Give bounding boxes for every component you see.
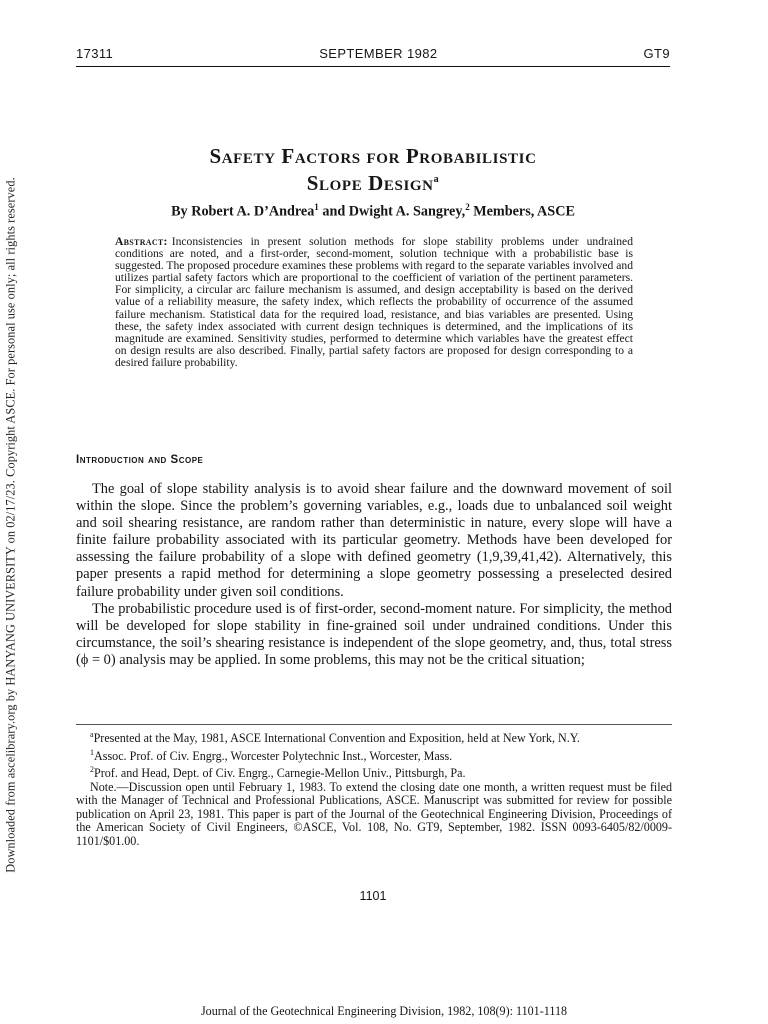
- footnote-2-text: Prof. and Head, Dept. of Civ. Engrg., Carnegie-Mellon Univ., Pittsburgh, Pa.: [94, 766, 466, 781]
- title-line-1: Safety Factors for Probabilistic: [209, 144, 537, 168]
- paper-number: 17311: [76, 46, 114, 61]
- footnote-1-mark: 1: [90, 747, 94, 757]
- abstract: [115, 236, 633, 369]
- author-2-footnote-mark[interactable]: 2: [465, 202, 470, 212]
- author-1: Robert A. D’Andrea: [191, 203, 315, 220]
- title-footnote-mark[interactable]: a: [433, 174, 440, 185]
- footnote-a-text: Presented at the May, 1981, ASCE International Convention and Exposition, held at New York, N.Y.: [93, 731, 580, 746]
- abstract-label: Abstract:: [115, 235, 168, 248]
- body-paragraph-1: The goal of slope stability analysis is to avoid shear failure and the downward movement of soil within the slope. Since the problem’s governing variables, e.g., loads due to unbalanced soil weight and soil shearing resistance, are random rather than deterministic in nature, every slope will have a finite failure probability associated with its particular geometry. Methods have been developed for assessing the failure probability of a slope with defined geometry (1,9,39,41,42). Alternatively, this paper presents a rapid method for determining a slope geometry possessing a preselected desired failure probability under given soil conditions.: [76, 481, 672, 600]
- author-1-footnote-mark[interactable]: 1: [314, 202, 319, 212]
- download-watermark: [1, 160, 21, 890]
- title-line-2-text: Slope Design: [306, 171, 434, 195]
- section-heading-introduction: Introduction and Scope: [76, 454, 204, 466]
- footnote-2: [76, 763, 672, 781]
- author-and: and: [322, 203, 346, 220]
- page-number: 1101: [359, 889, 387, 903]
- author-by: By: [171, 203, 188, 220]
- footnote-a: [76, 728, 672, 746]
- body-paragraph-2: The probabilistic procedure used is of first-order, second-moment nature. For simplicity, the method will be developed for slope stability in fine-grained soil under undrained conditions. Under this circumstance, the soil’s shearing resistance is independent of the slope geometry, and, thus, total stress (ϕ = 0) analysis may be applied. In some problems, this may not be the critical situation;: [76, 600, 672, 668]
- author-role: Members, ASCE: [473, 203, 575, 220]
- journal-citation: Journal of the Geotechnical Engineering Division, 1982, 108(9): 1101-1118: [200, 1004, 568, 1018]
- footnote-1: [76, 746, 672, 764]
- header-rule: [76, 66, 670, 67]
- footnotes: [76, 728, 672, 848]
- author-line: [76, 202, 670, 221]
- author-2: Dwight A. Sangrey,: [348, 203, 466, 220]
- body-text: [76, 481, 672, 669]
- running-header: [76, 46, 670, 61]
- download-watermark-text: Downloaded from ascelibrary.org by HANYANG UNIVERSITY on 02/17/23. Copyright ASCE. For personal use only; all rights reserved.: [3, 177, 18, 873]
- footnote-rule: [76, 724, 672, 725]
- footnote-1-text: Assoc. Prof. of Civ. Engrg., Worcester Polytechnic Inst., Worcester, Mass.: [94, 748, 453, 763]
- footnote-2-mark: 2: [90, 765, 94, 775]
- issue-date: SEPTEMBER 1982: [319, 46, 438, 61]
- abstract-text: Inconsistencies in present solution methods for slope stability problems under undrained conditions are noted, and a first-order, second-moment, solution technique with a probabilistic base is suggested. The proposed procedure examines these problems with regard to the separate variables involved and utilizes partial safety factors which are proportional to the coefficient of variation of the pertinent parameters. For simplicity, a circular arc failure mechanism is assumed, and design acceptability is based on the derived value of a reliability measure, the safety index, which reflects the probability of occurrence of the assumed failure mechanism. Statistical data for the required load, resistance, and bias variables are presented. Using these, the safety index associated with current design techniques is determined, and the implications of its magnitude are examined. Sensitivity studies, performed to determine which variables have the greatest effect on design results are also described. Finally, partial safety factors are proposed for design corresponding to a desired failure probability.: [115, 235, 633, 369]
- paper-title: [76, 145, 670, 195]
- journal-code: GT9: [643, 46, 670, 61]
- discussion-note: Note.—Discussion open until February 1, 1983. To extend the closing date one month, a written request must be filed with the Manager of Technical and Professional Publications, ASCE. Manuscript was submitted for review for possible publication on April 23, 1981. This paper is part of the Journal of the Geotechnical Engineering Division, Proceedings of the American Society of Civil Engineers, ©ASCE, Vol. 108, No. GT9, September, 1982. ISSN 0093-6405/82/0009-1101/$01.00.: [76, 779, 672, 848]
- footnote-a-mark: a: [90, 730, 94, 739]
- title-line-2: [76, 168, 670, 195]
